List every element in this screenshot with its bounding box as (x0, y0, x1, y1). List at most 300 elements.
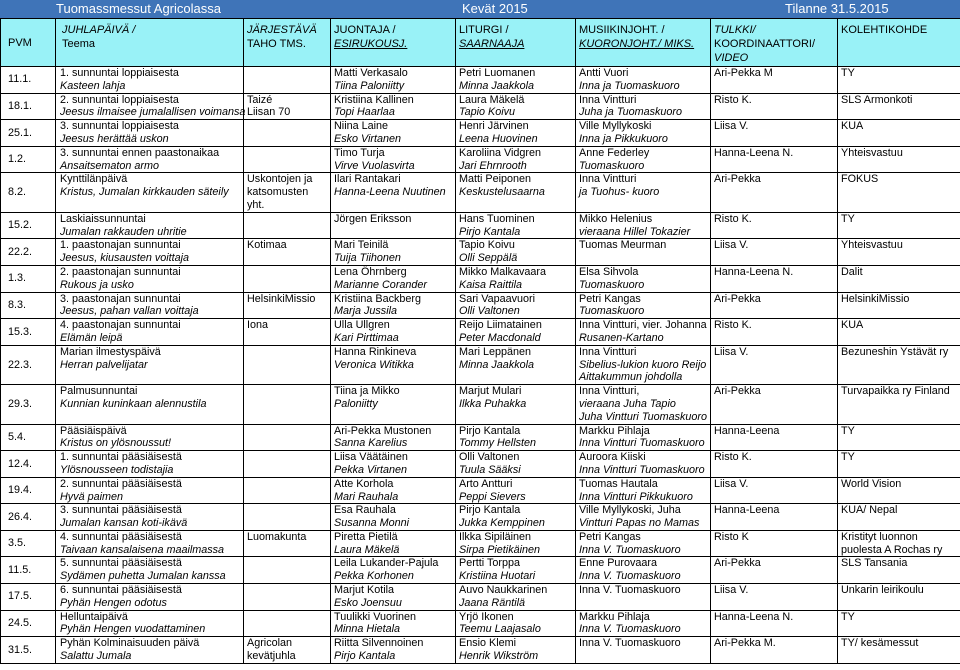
host-line: Laura Mäkelä (334, 543, 400, 556)
liturgist-line: Hans Tuominen (459, 212, 535, 225)
host-line: Sanna Karelius (334, 437, 408, 450)
host-line: Marja Jussila (334, 305, 397, 318)
schedule-table (0, 18, 960, 664)
liturgist-line: Pirjo Kantala (459, 225, 521, 238)
cell-collection (838, 477, 960, 504)
host-line: Susanna Monni (334, 517, 410, 530)
interpreter-line: Liisa V. (714, 120, 749, 133)
host-line: Atte Korhola (334, 477, 394, 490)
music-line: Ville Myllykoski (579, 120, 652, 133)
organizer-line: Liisan 70 (247, 106, 291, 119)
cell-host (331, 212, 456, 239)
cell-music (576, 265, 711, 292)
feast-line: Kynttilänpäivä (60, 173, 128, 186)
music-line: Rusanen-Kartano (579, 331, 664, 344)
liturgist-line: Kaisa Raittila (459, 278, 523, 291)
liturgist-line: Henri Järvinen (459, 120, 529, 133)
cell-music (576, 120, 711, 147)
cell-music (576, 319, 711, 346)
music-line: Inna V. Tuomaskuoro (579, 543, 681, 556)
column-header-liturgist (456, 19, 576, 67)
cell-interpreter (711, 120, 838, 147)
cell-organizer (244, 584, 331, 611)
collection-line: HelsinkiMissio (841, 292, 910, 305)
cell-host (331, 424, 456, 451)
cell-organizer (244, 173, 331, 212)
host-line: Niina Laine (334, 120, 389, 133)
liturgist-line: Tuula Sääksi (459, 463, 521, 476)
host-line: Liisa Väätäinen (334, 451, 408, 464)
music-line: Mikko Helenius (579, 212, 653, 225)
interpreter-line: Liisa V. (714, 239, 749, 252)
liturgist-line: Tommy Hellsten (459, 437, 537, 450)
cell-music (576, 477, 711, 504)
feast-line: 5. sunnuntai pääsiäisestä (60, 557, 182, 570)
cell-interpreter (711, 385, 838, 424)
music-line: Inna Vintturi, (579, 385, 640, 398)
liturgist-line: Laura Mäkelä (459, 93, 525, 106)
column-header-collection (838, 19, 960, 67)
cell-music (576, 637, 711, 664)
cell-interpreter (711, 319, 838, 346)
table-row (1, 637, 960, 664)
cell-music (576, 239, 711, 266)
host-line: Tiina Paloniitty (334, 79, 405, 92)
cell-music (576, 173, 711, 212)
collection-line: TY (841, 424, 855, 437)
table-row (1, 212, 960, 239)
table-row (1, 424, 960, 451)
music-line: Inna Vintturi Tuomaskuoro (579, 437, 705, 450)
cell-host (331, 385, 456, 424)
feast-line: Kasteen lahja (60, 79, 126, 92)
cell-collection (838, 385, 960, 424)
liturgist-line: Mikko Malkavaara (459, 265, 547, 278)
liturgist-line: Ilkka Sipiläinen (459, 530, 532, 543)
cell-interpreter (711, 265, 838, 292)
interpreter-line: Risto K (714, 530, 749, 543)
organizer-line: Kotimaa (247, 239, 287, 252)
interpreter-line: Ari-Pekka M (714, 67, 773, 79)
feast-line: Hyvä paimen (60, 490, 124, 503)
liturgist-line: Teemu Laajasalo (459, 623, 541, 636)
cell-liturgist (456, 239, 576, 266)
table-row (1, 265, 960, 292)
feast-line: 6. sunnuntai pääsiäisestä (60, 584, 182, 597)
music-line: vieraana Hillel Tokazier (579, 225, 691, 238)
cell-host (331, 265, 456, 292)
cell-interpreter (711, 557, 838, 584)
collection-line: KUA (841, 120, 864, 133)
host-line: Riitta Silvennoinen (334, 637, 424, 650)
feast-line: Palmusunnuntai (60, 385, 138, 398)
liturgist-line: Sari Vapaavuori (459, 292, 536, 305)
collection-line: puolesta A Rochas ry (841, 543, 943, 556)
header-line: TULKKI/ (714, 24, 756, 36)
cell-date: 29.3. (1, 385, 56, 424)
collection-line: TY/ kesämessut (841, 637, 919, 650)
liturgist-line: Olli Seppälä (459, 252, 518, 265)
cell-collection (838, 530, 960, 557)
music-line: Enne Purovaara (579, 557, 658, 570)
host-line: Topi Haarlaa (334, 106, 395, 119)
header-row (1, 19, 960, 67)
cell-organizer (244, 212, 331, 239)
header-line: TAHO TMS. (247, 38, 306, 50)
collection-line: World Vision (841, 477, 902, 490)
music-line: Inna ja Tuomaskuoro (579, 79, 680, 92)
feast-line: Herran palvelijatar (60, 358, 148, 371)
feast-line: 1. sunnuntai loppiaisesta (60, 67, 179, 79)
feast-line: Ansaitsematon armo (60, 159, 160, 172)
table-row (1, 239, 960, 266)
liturgist-line: Petri Luomanen (459, 67, 536, 79)
cell-interpreter (711, 530, 838, 557)
organizer-line: yht. (247, 198, 265, 211)
cell-interpreter (711, 477, 838, 504)
feast-line: Kristus, Jumalan kirkkauden säteily (60, 186, 229, 199)
interpreter-line: Ari-Pekka (714, 385, 761, 398)
feast-line: Kristus on ylösnoussut! (60, 437, 172, 450)
host-line: Leila Lukander-Pajula (334, 557, 439, 570)
cell-interpreter (711, 212, 838, 239)
host-line: Kari Pirttimaa (334, 331, 399, 344)
liturgist-line: Yrjö Ikonen (459, 610, 514, 623)
cell-liturgist (456, 504, 576, 531)
cell-interpreter (711, 451, 838, 478)
liturgist-line: Minna Jaakkola (459, 79, 535, 92)
feast-line: Jeesus herättää uskon (60, 132, 169, 145)
cell-feast (56, 584, 244, 611)
music-line: Petri Kangas (579, 292, 641, 305)
cell-organizer (244, 477, 331, 504)
cell-date: 11.1. (1, 67, 56, 94)
cell-collection (838, 292, 960, 319)
cell-date: 3.5. (1, 530, 56, 557)
collection-line: Turvapaikka ry Finland (841, 385, 950, 398)
cell-date: 31.5. (1, 637, 56, 664)
cell-interpreter (711, 292, 838, 319)
cell-liturgist (456, 530, 576, 557)
cell-feast (56, 67, 244, 94)
cell-date: 17.5. (1, 584, 56, 611)
organizer-line: Uskontojen ja (247, 173, 313, 186)
music-line: Petri Kangas (579, 530, 641, 543)
cell-organizer (244, 319, 331, 346)
table-row (1, 385, 960, 424)
cell-organizer (244, 345, 331, 384)
cell-music (576, 345, 711, 384)
interpreter-line: Ari-Pekka M. (714, 637, 776, 650)
music-line: Tuomas Meurman (579, 239, 667, 252)
table-row (1, 584, 960, 611)
feast-line: Jumalan rakkauden uhritie (60, 225, 187, 238)
host-line: Jörgen Eriksson (334, 212, 412, 225)
liturgist-line: Matti Peiponen (459, 173, 532, 186)
cell-feast (56, 120, 244, 147)
liturgist-line: Olli Valtonen (459, 305, 520, 318)
cell-collection (838, 265, 960, 292)
cell-date: 1.3. (1, 265, 56, 292)
interpreter-line: Ari-Pekka (714, 173, 761, 186)
collection-line: SLS Tansania (841, 557, 908, 570)
host-line: Kristiina Backberg (334, 292, 422, 305)
cell-host (331, 345, 456, 384)
cell-liturgist (456, 345, 576, 384)
table-row (1, 292, 960, 319)
cell-music (576, 385, 711, 424)
feast-line: Marian ilmestyspäivä (60, 345, 161, 358)
cell-feast (56, 212, 244, 239)
liturgist-line: Mari Leppänen (459, 345, 532, 358)
collection-line: KUA/ Nepal (841, 504, 898, 517)
cell-collection (838, 504, 960, 531)
header-line: MUSIIKINJOHT. / (579, 24, 665, 36)
cell-date: 25.1. (1, 120, 56, 147)
music-line: Juha Vintturi Tuomaskuoro (579, 410, 708, 423)
music-line: Inna V. Tuomaskuoro (579, 623, 681, 636)
liturgist-line: Jari Ehrnrooth (459, 159, 527, 172)
cell-date: 22.3. (1, 345, 56, 384)
table-row (1, 173, 960, 212)
cell-collection (838, 557, 960, 584)
header-line: KUORONJOHT./ MIKS. (579, 38, 695, 50)
document-title: Tuomassmessut Agricolassa (56, 1, 221, 16)
cell-interpreter (711, 93, 838, 120)
music-line: Inna Vintturi, vier. Johanna (579, 319, 707, 332)
feast-line: Pääsiäispäivä (60, 424, 127, 437)
cell-organizer (244, 424, 331, 451)
collection-line: TY (841, 610, 855, 623)
cell-collection (838, 584, 960, 611)
liturgist-line: Pertti Torppa (459, 557, 521, 570)
music-line: Markku Pihlaja (579, 610, 650, 623)
liturgist-line: Jukka Kemppinen (459, 517, 545, 530)
cell-collection (838, 239, 960, 266)
cell-host (331, 584, 456, 611)
liturgist-line: Ensio Klemi (459, 637, 517, 650)
music-line: Inna V. Tuomaskuoro (579, 584, 681, 597)
liturgist-line: Karoliina Vidgren (459, 146, 542, 159)
cell-collection (838, 424, 960, 451)
organizer-line: Taizé (247, 93, 273, 106)
host-line: Esko Virtanen (334, 132, 402, 145)
column-header-interpreter (711, 19, 838, 67)
feast-line: 3. sunnuntai pääsiäisestä (60, 504, 182, 517)
feast-line: Jeesus, kiusausten voittaja (60, 252, 190, 265)
cell-feast (56, 239, 244, 266)
host-line: Pekka Korhonen (334, 570, 414, 583)
host-line: Paloniitty (334, 397, 378, 410)
cell-feast (56, 93, 244, 120)
column-header-host (331, 19, 456, 67)
collection-line: Yhteisvastuu (841, 239, 903, 252)
cell-interpreter (711, 67, 838, 94)
interpreter-line: Hanna-Leena (714, 504, 780, 517)
header-line: KOLEHTIKOHDE (841, 24, 928, 36)
organizer-line: Luomakunta (247, 530, 307, 543)
header-line: KOORDINAATTORI/ (714, 38, 816, 50)
cell-organizer (244, 93, 331, 120)
liturgist-line: Jaana Räntilä (459, 596, 526, 609)
cell-feast (56, 504, 244, 531)
cell-organizer (244, 504, 331, 531)
cell-date: 26.4. (1, 504, 56, 531)
feast-line: Laskiaissunnuntai (60, 212, 146, 225)
feast-line: Helluntaipäivä (60, 610, 128, 623)
music-line: Inna Vintturi Pikkukuoro (579, 490, 693, 503)
header-line: PVM (8, 36, 32, 49)
cell-organizer (244, 385, 331, 424)
music-line: Inna V. Tuomaskuoro (579, 637, 681, 650)
cell-organizer (244, 451, 331, 478)
cell-feast (56, 146, 244, 173)
cell-liturgist (456, 146, 576, 173)
table-row (1, 557, 960, 584)
cell-host (331, 239, 456, 266)
cell-collection (838, 173, 960, 212)
feast-line: Pyhän Hengen odotus (60, 596, 167, 609)
feast-line: Elämän leipä (60, 331, 123, 344)
cell-organizer (244, 292, 331, 319)
music-line: Markku Pihlaja (579, 424, 650, 437)
music-line: Ville Myllykoski, Juha (579, 504, 681, 517)
cell-liturgist (456, 584, 576, 611)
feast-line: 4. paastonajan sunnuntai (60, 319, 181, 332)
cell-interpreter (711, 173, 838, 212)
liturgist-line: Pirjo Kantala (459, 504, 521, 517)
liturgist-line: Leena Huovinen (459, 132, 538, 145)
feast-line: Pyhän Kolminaisuuden päivä (60, 637, 200, 650)
music-line: Tuomaskuoro (579, 305, 645, 318)
music-line: Sibelius-lukion kuoro Reijo (579, 358, 707, 371)
feast-line: 1. sunnuntai pääsiäisestä (60, 451, 182, 464)
header-line: SAARNAAJA (459, 38, 525, 50)
table-row (1, 93, 960, 120)
host-line: Ulla Ullgren (334, 319, 390, 332)
cell-host (331, 319, 456, 346)
cell-feast (56, 610, 244, 637)
cell-date: 18.1. (1, 93, 56, 120)
cell-liturgist (456, 451, 576, 478)
cell-music (576, 610, 711, 637)
cell-date: 15.3. (1, 319, 56, 346)
liturgist-line: Pirjo Kantala (459, 424, 521, 437)
schedule-body (1, 67, 960, 664)
collection-line: KUA (841, 319, 864, 332)
collection-line: TY (841, 67, 855, 79)
host-line: Tuija Tiihonen (334, 252, 401, 265)
cell-feast (56, 557, 244, 584)
cell-collection (838, 67, 960, 94)
feast-line: 4. sunnuntai pääsiäisestä (60, 530, 182, 543)
cell-collection (838, 146, 960, 173)
music-line: Anne Federley (579, 146, 650, 159)
cell-liturgist (456, 319, 576, 346)
cell-liturgist (456, 385, 576, 424)
cell-liturgist (456, 120, 576, 147)
cell-collection (838, 610, 960, 637)
collection-line: Bezuneshin Ystävät ry (841, 345, 949, 358)
cell-organizer (244, 239, 331, 266)
cell-organizer (244, 637, 331, 664)
cell-organizer (244, 146, 331, 173)
music-line: Inna Vintturi (579, 93, 637, 106)
liturgist-line: Tapio Koivu (459, 106, 516, 119)
collection-line: Kristityt luonnon (841, 530, 918, 543)
interpreter-line: Liisa V. (714, 584, 749, 597)
cell-interpreter (711, 637, 838, 664)
music-line: Inna Vintturi (579, 173, 637, 186)
liturgist-line: Olli Valtonen (459, 451, 520, 464)
header-line: ESIRUKOUSJ. (334, 38, 408, 50)
cell-host (331, 451, 456, 478)
cell-host (331, 610, 456, 637)
music-line: ja Tuohus- kuoro (579, 186, 660, 199)
cell-date: 12.4. (1, 451, 56, 478)
host-line: Pekka Virtanen (334, 463, 408, 476)
cell-host (331, 504, 456, 531)
music-line: Inna ja Pikkukuoro (579, 132, 668, 145)
interpreter-line: Hanna-Leena N. (714, 610, 794, 623)
host-line: Marjut Kotila (334, 584, 395, 597)
table-row (1, 477, 960, 504)
organizer-line: katsomusten (247, 186, 309, 199)
cell-host (331, 173, 456, 212)
cell-music (576, 530, 711, 557)
cell-feast (56, 173, 244, 212)
column-header-organizer (244, 19, 331, 67)
table-row (1, 146, 960, 173)
music-line: Antti Vuori (579, 67, 629, 79)
cell-collection (838, 93, 960, 120)
status-date: Tilanne 31.5.2015 (785, 1, 889, 16)
cell-music (576, 451, 711, 478)
cell-music (576, 584, 711, 611)
cell-liturgist (456, 265, 576, 292)
host-line: Timo Turja (334, 146, 385, 159)
music-line: Juha ja Tuomaskuoro (579, 106, 683, 119)
cell-date: 24.5. (1, 610, 56, 637)
cell-date: 8.3. (1, 292, 56, 319)
cell-feast (56, 477, 244, 504)
cell-host (331, 557, 456, 584)
music-line: Inna V. Tuomaskuoro (579, 570, 681, 583)
season-label: Kevät 2015 (462, 1, 528, 16)
cell-date: 15.2. (1, 212, 56, 239)
cell-music (576, 146, 711, 173)
cell-interpreter (711, 345, 838, 384)
cell-interpreter (711, 146, 838, 173)
cell-date: 19.4. (1, 477, 56, 504)
music-line: Tuomaskuoro (579, 278, 645, 291)
host-line: Ari-Pekka Mustonen (334, 424, 432, 437)
cell-host (331, 530, 456, 557)
host-line: Veronica Witikka (334, 358, 414, 371)
cell-date: 8.2. (1, 173, 56, 212)
cell-organizer (244, 530, 331, 557)
music-line: Elsa Sihvola (579, 265, 639, 278)
cell-date: 1.2. (1, 146, 56, 173)
host-line: Hanna-Leena Nuutinen (334, 186, 446, 199)
host-line: Esa Rauhala (334, 504, 396, 517)
column-header-music (576, 19, 711, 67)
liturgist-line: Keskustelusaarna (459, 186, 545, 199)
music-line: Inna Vintturi Tuomaskuoro (579, 463, 705, 476)
cell-host (331, 67, 456, 94)
table-row (1, 319, 960, 346)
cell-feast (56, 319, 244, 346)
